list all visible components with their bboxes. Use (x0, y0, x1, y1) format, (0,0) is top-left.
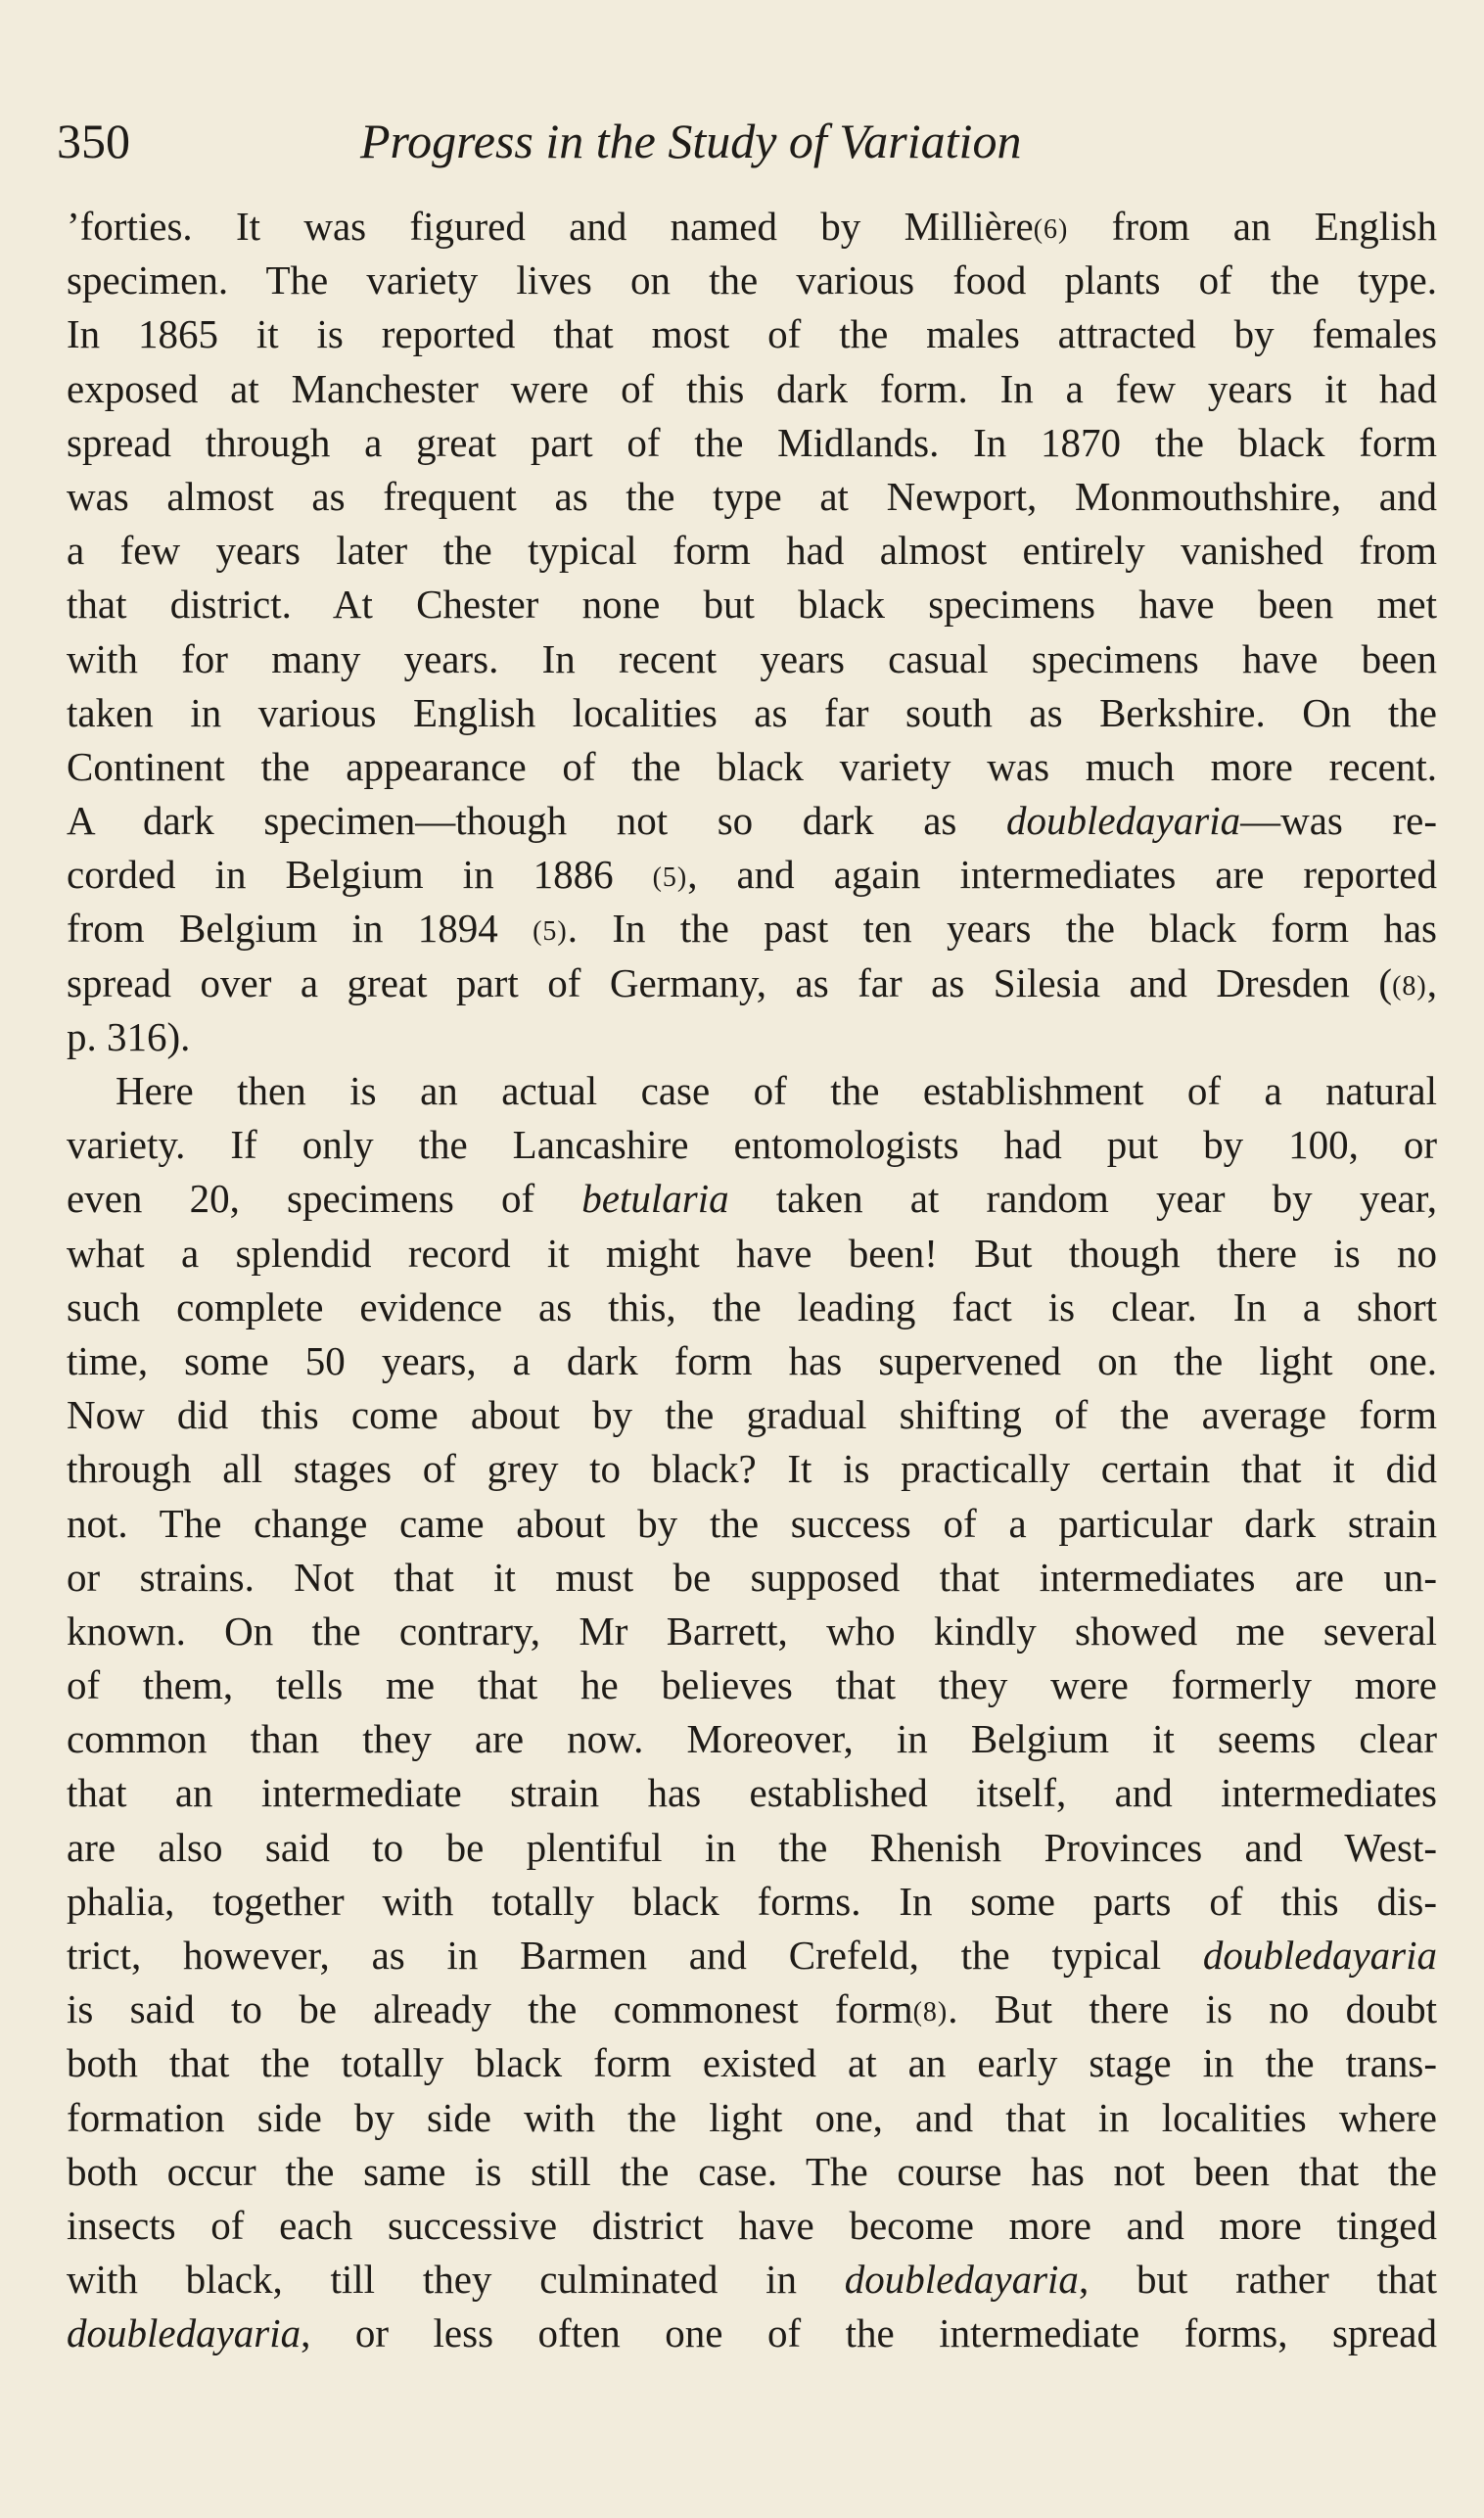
text-line: Now did this come about by the gradual shifting of the average form (67, 1392, 1437, 1438)
citation-ref: (8) (1392, 970, 1427, 1002)
species-name: doubledayaria (844, 2257, 1079, 2303)
text-line: or strains. Not that it must be supposed that intermediates are un- (67, 1554, 1437, 1600)
text-line: both that the totally black form existed at an early stage in the trans- (67, 2040, 1437, 2086)
text-line: what a splendid record it might have been! But though there is no (67, 1230, 1437, 1276)
species-name: doubledayaria (1005, 798, 1241, 844)
text-line: common than they are now. Moreover, in Belgium it seems clear (67, 1716, 1437, 1762)
body-text (67, 200, 1437, 2361)
text-line: that district. At Chester none but black specimens have been met (67, 582, 1437, 628)
text-line: with black, till they culminated in doubledayaria, but rather that (67, 2257, 1437, 2303)
text-line: was almost as frequent as the type at Newport, Monmouthshire, and (67, 473, 1437, 519)
text-line: is said to be already the commonest form(8). But there is no doubt (67, 1986, 1437, 2032)
text-line: insects of each successive district have become more and more tinged (67, 2202, 1437, 2248)
citation-ref: (6) (1033, 214, 1069, 245)
text-line: p. 316). (67, 1013, 191, 1059)
text-line: such complete evidence as this, the leading fact is clear. In a short (67, 1283, 1437, 1329)
text-line: of them, tells me that he believes that they were formerly more (67, 1662, 1437, 1708)
citation-ref: (8) (912, 1997, 949, 2028)
text-line: exposed at Manchester were of this dark form. In a few years it had (67, 365, 1437, 411)
text-line: A dark specimen—though not so dark as doubledayaria—was re- (67, 798, 1437, 844)
text-line: spread over a great part of Germany, as far as Silesia and Dresden ((8), (67, 959, 1437, 1005)
species-name: betularia (581, 1176, 729, 1222)
species-name: doubledayaria (1202, 1933, 1437, 1978)
page-number: 350 (57, 114, 130, 168)
text-line: doubledayaria, or less often one of the intermediate forms, spread (67, 2310, 1437, 2356)
citation-ref: (5) (533, 916, 568, 948)
text-line: trict, however, as in Barmen and Crefeld, the typical doubledayaria (67, 1933, 1437, 1978)
text-line: known. On the contrary, Mr Barrett, who kindly showed me several (67, 1608, 1437, 1654)
text-line: taken in various English localities as far south as Berkshire. On the (67, 689, 1437, 735)
text-line: In 1865 it is reported that most of the males attracted by females (67, 311, 1437, 357)
text-line: phalia, together with totally black forms. In some parts of this dis- (67, 1878, 1437, 1924)
text-line: Continent the appearance of the black variety was much more recent. (67, 743, 1437, 789)
text-line: a few years later the typical form had almost entirely vanished from (67, 528, 1437, 574)
text-line: from Belgium in 1894 (5). In the past ten years the black form has (67, 906, 1437, 952)
text-line: are also said to be plentiful in the Rhenish Provinces and West- (67, 1824, 1437, 1870)
text-line: with for many years. In recent years casual specimens have been (67, 635, 1437, 681)
text-line: ’forties. It was figured and named by Millière(6) from an English (67, 204, 1437, 249)
text-line: variety. If only the Lancashire entomologists had put by 100, or (67, 1122, 1437, 1168)
text-line: spread through a great part of the Midlands. In 1870 the black form (67, 419, 1437, 465)
text-line: corded in Belgium in 1886 (5), and again intermediates are reported (67, 852, 1437, 898)
text-line: time, some 50 years, a dark form has supervened on the light one. (67, 1337, 1437, 1383)
text-line: not. The change came about by the success of a particular dark strain (67, 1500, 1437, 1546)
text-line: formation side by side with the light one, and that in localities where (67, 2094, 1437, 2140)
text-line: specimen. The variety lives on the various food plants of the type. (67, 257, 1437, 303)
text-line: even 20, specimens of betularia taken at random year by year, (67, 1176, 1437, 1222)
text-line: through all stages of grey to black? It is practically certain that it did (67, 1446, 1437, 1492)
paragraph-start: Here then is an actual case of the establishment of a natural (116, 1068, 1437, 1113)
citation-ref: (5) (652, 863, 688, 894)
page-header (57, 110, 1437, 172)
species-name: doubledayaria (67, 2310, 301, 2356)
running-title: Progress in the Study of Variation (360, 114, 1022, 168)
text-line: both occur the same is still the case. The course has not been that the (67, 2148, 1437, 2194)
text-line: that an intermediate strain has established itself, and intermediates (67, 1770, 1437, 1816)
